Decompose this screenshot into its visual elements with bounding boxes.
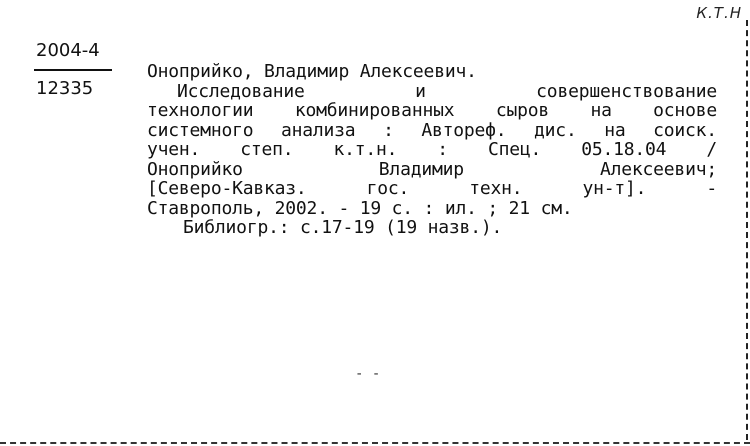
word: соиск. xyxy=(653,119,717,141)
card-edge-bottom xyxy=(0,442,750,444)
author-heading xyxy=(147,62,717,82)
accession-number: 12335 xyxy=(36,78,94,99)
word: техн. xyxy=(469,178,523,199)
word: сыров xyxy=(495,100,549,121)
entry-line-5 xyxy=(147,160,717,180)
word: [Северо-Кавказ. xyxy=(147,178,307,199)
word: Алексеевич; xyxy=(599,158,717,180)
word: комбинированных xyxy=(294,100,455,121)
word: степ. xyxy=(240,139,294,160)
word: дис. xyxy=(534,119,577,141)
entry-line-1 xyxy=(147,82,717,102)
word: Спец. xyxy=(487,139,542,160)
word: ун-т]. xyxy=(582,178,647,199)
entry-line-6 xyxy=(147,179,717,199)
word: на xyxy=(604,119,626,141)
entry-line-3 xyxy=(147,121,717,141)
stray-ink-mark: - - xyxy=(355,366,381,382)
word: на xyxy=(590,100,612,121)
word: Исследование xyxy=(177,80,305,102)
word: гос. xyxy=(366,178,410,199)
word: совершенствование xyxy=(536,80,717,102)
word: анализа xyxy=(280,119,356,141)
entry-line-8 xyxy=(147,218,717,238)
word: системного xyxy=(147,119,254,141)
word: 05.18.04 xyxy=(581,139,667,160)
shelf-code: 2004-4 xyxy=(36,40,100,61)
shelf-code-underline xyxy=(34,69,112,71)
entry-line-2 xyxy=(147,101,717,121)
word: - xyxy=(706,178,717,199)
word: технологии xyxy=(147,100,254,121)
word: : xyxy=(383,119,394,141)
entry-line-7 xyxy=(147,199,717,219)
card-edge-right xyxy=(746,20,748,440)
word: / xyxy=(706,139,717,160)
bibliography-note: Библиогр.: с.17-19 (19 назв.). xyxy=(183,217,503,238)
author-heading-text: Оноприйко, Владимир Алексеевич. xyxy=(147,61,477,82)
word: учен. xyxy=(147,139,201,160)
word: Оноприйко xyxy=(147,158,243,180)
word: Владимир xyxy=(378,158,464,180)
word: : xyxy=(437,139,448,160)
word: к.т.н. xyxy=(333,139,398,160)
degree-mark: К.Т.Н xyxy=(696,4,742,22)
word: основе xyxy=(653,100,717,121)
word: Автореф. xyxy=(421,119,507,141)
entry-line-4 xyxy=(147,140,717,160)
publication-line: Ставрополь, 2002. - 19 с. : ил. ; 21 см. xyxy=(147,197,573,219)
word: и xyxy=(415,80,426,102)
bibliographic-entry xyxy=(147,62,717,238)
